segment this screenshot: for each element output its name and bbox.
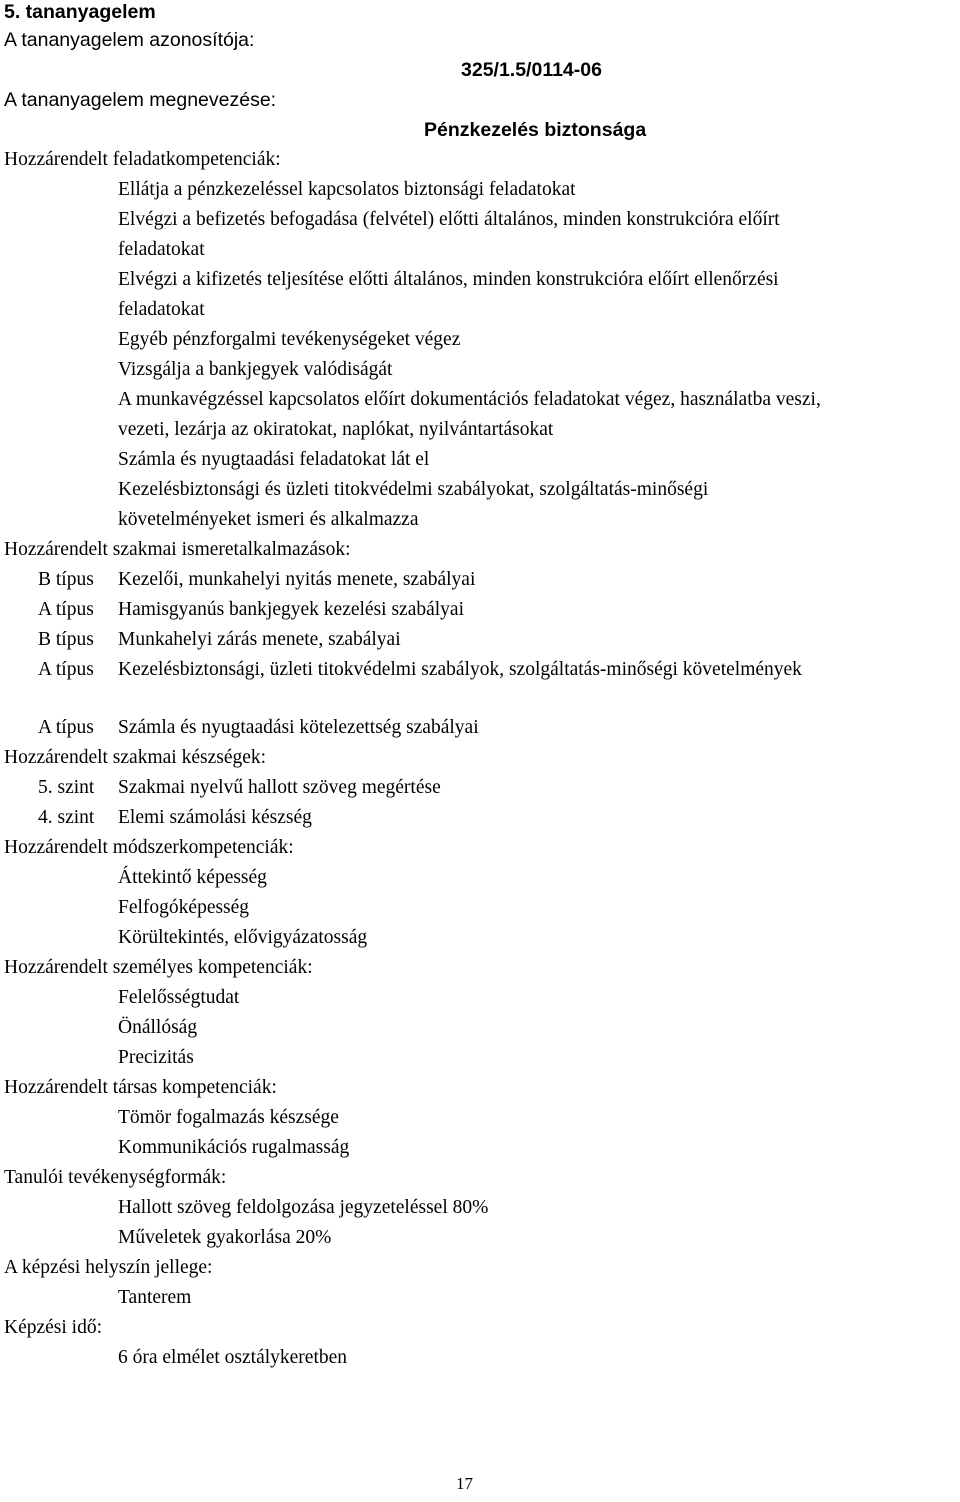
skill-level: 5. szint	[38, 777, 95, 798]
social-competency-item: Tömör fogalmazás készsége	[118, 1107, 339, 1128]
knowledge-text: Hamisgyanús bankjegyek kezelési szabályai	[118, 599, 465, 620]
knowledge-text: Számla és nyugtaadási kötelezettség szabályai	[118, 717, 479, 738]
knowledge-text: Kezelői, munkahelyi nyitás menete, szabályai	[118, 569, 476, 590]
knowledge-text: Munkahelyi zárás menete, szabályai	[118, 629, 401, 650]
venue-label: A képzési helyszín jellege:	[4, 1257, 213, 1278]
personal-competency-item: Precizitás	[118, 1047, 194, 1068]
activity-item: Műveletek gyakorlása 20%	[118, 1227, 332, 1248]
venue-value: Tanterem	[118, 1287, 192, 1308]
task-competency-item: Elvégzi a kifizetés teljesítése előtti általános, minden konstrukcióra előírt ellenőrzési	[118, 269, 779, 290]
task-competency-item: Kezelésbiztonsági és üzleti titokvédelmi szabályokat, szolgáltatás-minőségi	[118, 479, 709, 500]
task-competency-item: feladatokat	[118, 239, 205, 260]
method-competency-item: Felfogóképesség	[118, 897, 250, 918]
task-competency-item: vezeti, lezárja az okiratokat, naplókat, nyilvántartásokat	[118, 419, 554, 440]
duration-label: Képzési idő:	[4, 1317, 103, 1338]
knowledge-type: B típus	[38, 569, 94, 590]
activity-item: Hallott szöveg feldolgozása jegyzeteléssel 80%	[118, 1197, 489, 1218]
task-competency-item: A munkavégzéssel kapcsolatos előírt dokumentációs feladatokat végez, használatba veszi,	[118, 389, 821, 410]
task-competency-item: követelményeket ismeri és alkalmazza	[118, 509, 419, 530]
element-id-value: 325/1.5/0114-06	[461, 59, 602, 81]
knowledge-type: A típus	[38, 659, 94, 680]
skill-level: 4. szint	[38, 807, 95, 828]
knowledge-type: A típus	[38, 599, 94, 620]
social-competency-item: Kommunikációs rugalmasság	[118, 1137, 350, 1158]
element-id-label: A tananyagelem azonosítója:	[4, 29, 255, 51]
element-name-value: Pénzkezelés biztonsága	[424, 119, 647, 141]
social-competencies-label: Hozzárendelt társas kompetenciák:	[4, 1077, 277, 1098]
knowledge-type: B típus	[38, 629, 94, 650]
task-competency-item: Ellátja a pénzkezeléssel kapcsolatos biztonsági feladatokat	[118, 179, 576, 200]
task-competency-item: Számla és nyugtaadási feladatokat lát el	[118, 449, 430, 470]
task-competencies-label: Hozzárendelt feladatkompetenciák:	[4, 149, 281, 170]
personal-competencies-label: Hozzárendelt személyes kompetenciák:	[4, 957, 313, 978]
task-competency-item: Egyéb pénzforgalmi tevékenységeket végez	[118, 329, 461, 350]
duration-value: 6 óra elmélet osztálykeretben	[118, 1347, 348, 1368]
skill-text: Elemi számolási készség	[118, 807, 312, 828]
method-competencies-label: Hozzárendelt módszerkompetenciák:	[4, 837, 294, 858]
knowledge-label: Hozzárendelt szakmai ismeretalkalmazások:	[4, 539, 351, 560]
method-competency-item: Áttekintő képesség	[118, 867, 267, 888]
skills-label: Hozzárendelt szakmai készségek:	[4, 747, 267, 768]
task-competency-item: Elvégzi a befizetés befogadása (felvétel) előtti általános, minden konstrukcióra előírt	[118, 209, 780, 230]
knowledge-text: Kezelésbiztonsági, üzleti titokvédelmi szabályok, szolgáltatás-minőségi követelmények	[118, 659, 802, 680]
activities-label: Tanulói tevékenységformák:	[4, 1167, 227, 1188]
task-competency-item: Vizsgálja a bankjegyek valódiságát	[118, 359, 393, 380]
personal-competency-item: Önállóság	[118, 1017, 198, 1038]
page-number: 17	[456, 1474, 473, 1493]
personal-competency-item: Felelősségtudat	[118, 987, 240, 1008]
method-competency-item: Körültekintés, elővigyázatosság	[118, 927, 368, 948]
knowledge-type: A típus	[38, 717, 94, 738]
section-title: 5. tananyagelem	[4, 1, 156, 23]
skill-text: Szakmai nyelvű hallott szöveg megértése	[118, 777, 441, 798]
element-name-label: A tananyagelem megnevezése:	[4, 89, 277, 111]
task-competency-item: feladatokat	[118, 299, 205, 320]
